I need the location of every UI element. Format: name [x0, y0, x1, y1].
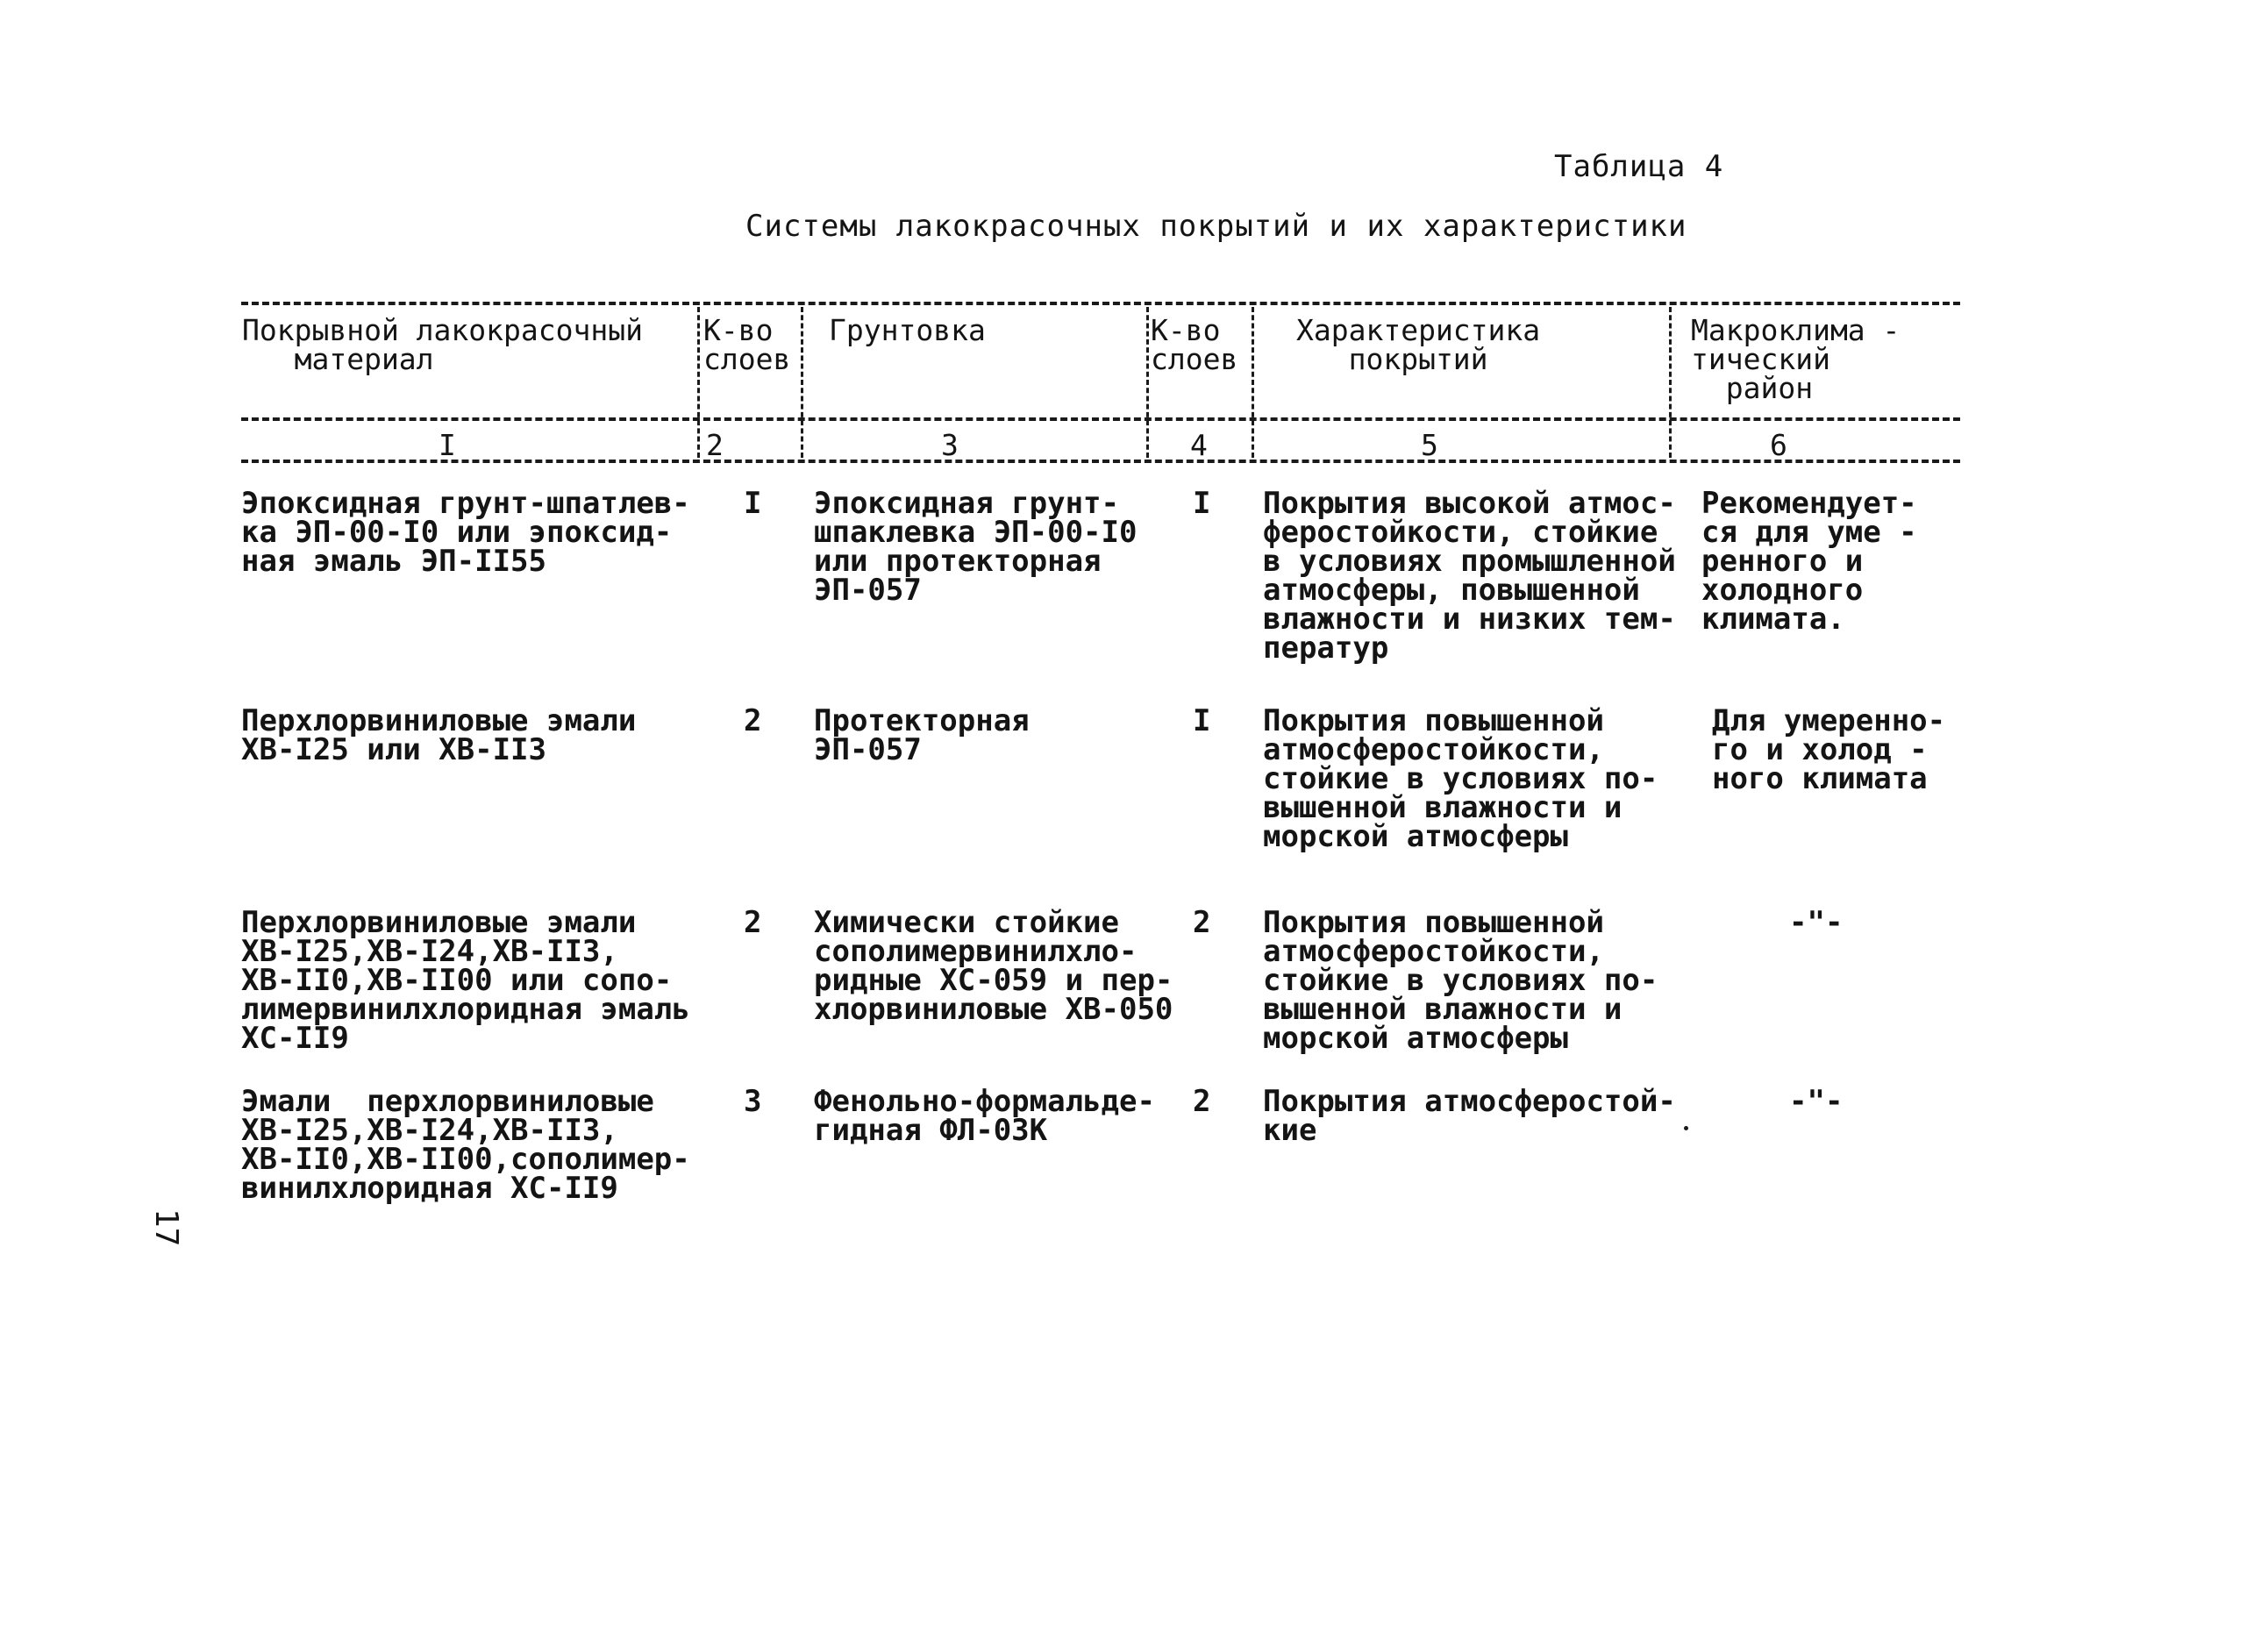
header-primer: Грунтовка — [829, 313, 986, 347]
row-4-climate: -"- — [1789, 1084, 1844, 1119]
row-3-characteristic: Покрытия повышенной атмосферостойкости, стойкие в условиях по- вышенной влажности и морской атмосферы — [1263, 905, 1658, 1056]
row-4-layers: 3 — [744, 1084, 762, 1119]
row-2-material: Перхлорвиниловые эмали ХВ-I25 или ХВ-II3 — [241, 703, 637, 767]
column-separator — [801, 307, 803, 458]
row-3-primer-layers: 2 — [1193, 905, 1211, 940]
column-number: 2 — [706, 428, 724, 462]
header-characteristic: Характеристика покрытий — [1296, 313, 1541, 376]
column-separator — [697, 307, 700, 458]
row-2-climate: Для умеренно- го и холод - ного климата — [1712, 703, 1946, 796]
header-primer-layers: К-во слоев — [1151, 313, 1238, 376]
row-2-layers: 2 — [744, 703, 762, 738]
header-climate: Макроклима - тический район — [1691, 313, 1901, 405]
row-1-primer: Эпоксидная грунт- шпаклевка ЭП-00-I0 или протекторная ЭП-057 — [814, 486, 1138, 608]
column-numbers-rule — [241, 460, 1960, 463]
row-1-layers: I — [744, 486, 762, 521]
header-material: Покрывной лакокрасочный материал — [242, 313, 643, 376]
row-4-primer: Фенольно-формальде- гидная ФЛ-03К — [814, 1084, 1155, 1148]
row-4-characteristic: Покрытия атмосферостой- кие — [1263, 1084, 1676, 1148]
row-3-primer: Химически стойкие сополимервинилхло- ридные ХС-059 и пер- хлорвиниловые ХВ-050 — [814, 905, 1173, 1027]
row-4-material: Эмали перхлорвиниловые ХВ-I25,ХВ-I24,ХВ-II3, ХВ-II0,ХВ-II00,сополимер- винилхлоридная ХС-II9 — [241, 1084, 690, 1206]
table-top-rule — [241, 302, 1960, 305]
table-caption: Системы лакокрасочных покрытий и их характеристики — [745, 209, 1687, 244]
row-1-material: Эпоксидная грунт-шпатлев- ка ЭП-00-I0 или эпоксид- ная эмаль ЭП-II55 — [241, 486, 690, 579]
row-1-primer-layers: I — [1193, 486, 1211, 521]
row-3-climate: -"- — [1789, 905, 1844, 940]
row-2-characteristic: Покрытия повышенной атмосферостойкости, стойкие в условиях по- вышенной влажности и морской атмосферы — [1263, 703, 1658, 854]
row-3-layers: 2 — [744, 905, 762, 940]
column-number: 6 — [1770, 428, 1787, 462]
row-1-climate: Рекомендует- ся для уме - ренного и холодного климата. — [1701, 486, 1917, 637]
stray-dot — [1684, 1126, 1688, 1130]
page-number: 17 — [148, 1208, 184, 1247]
header-bottom-rule — [241, 417, 1960, 421]
column-separator — [1252, 307, 1254, 458]
row-4-primer-layers: 2 — [1193, 1084, 1211, 1119]
row-2-primer-layers: I — [1193, 703, 1211, 738]
table-number: Таблица 4 — [1554, 149, 1724, 184]
column-number: 4 — [1190, 428, 1208, 462]
row-2-primer: Протекторная ЭП-057 — [814, 703, 1030, 767]
row-3-material: Перхлорвиниловые эмали ХВ-I25,ХВ-I24,ХВ-II3, ХВ-II0,ХВ-II00 или сопо- лимервинилхлоридная эмаль ХС-II9 — [241, 905, 690, 1056]
column-number: 3 — [941, 428, 959, 462]
column-number: 5 — [1421, 428, 1438, 462]
row-1-characteristic: Покрытия высокой атмос- феростойкости, стойкие в условиях промышленной атмосферы, повышенной влажности и низких тем- ператур — [1263, 486, 1676, 666]
column-separator — [1146, 307, 1149, 458]
column-separator — [1669, 307, 1672, 458]
header-layers: К-во слоев — [703, 313, 791, 376]
column-number: I — [439, 428, 456, 462]
